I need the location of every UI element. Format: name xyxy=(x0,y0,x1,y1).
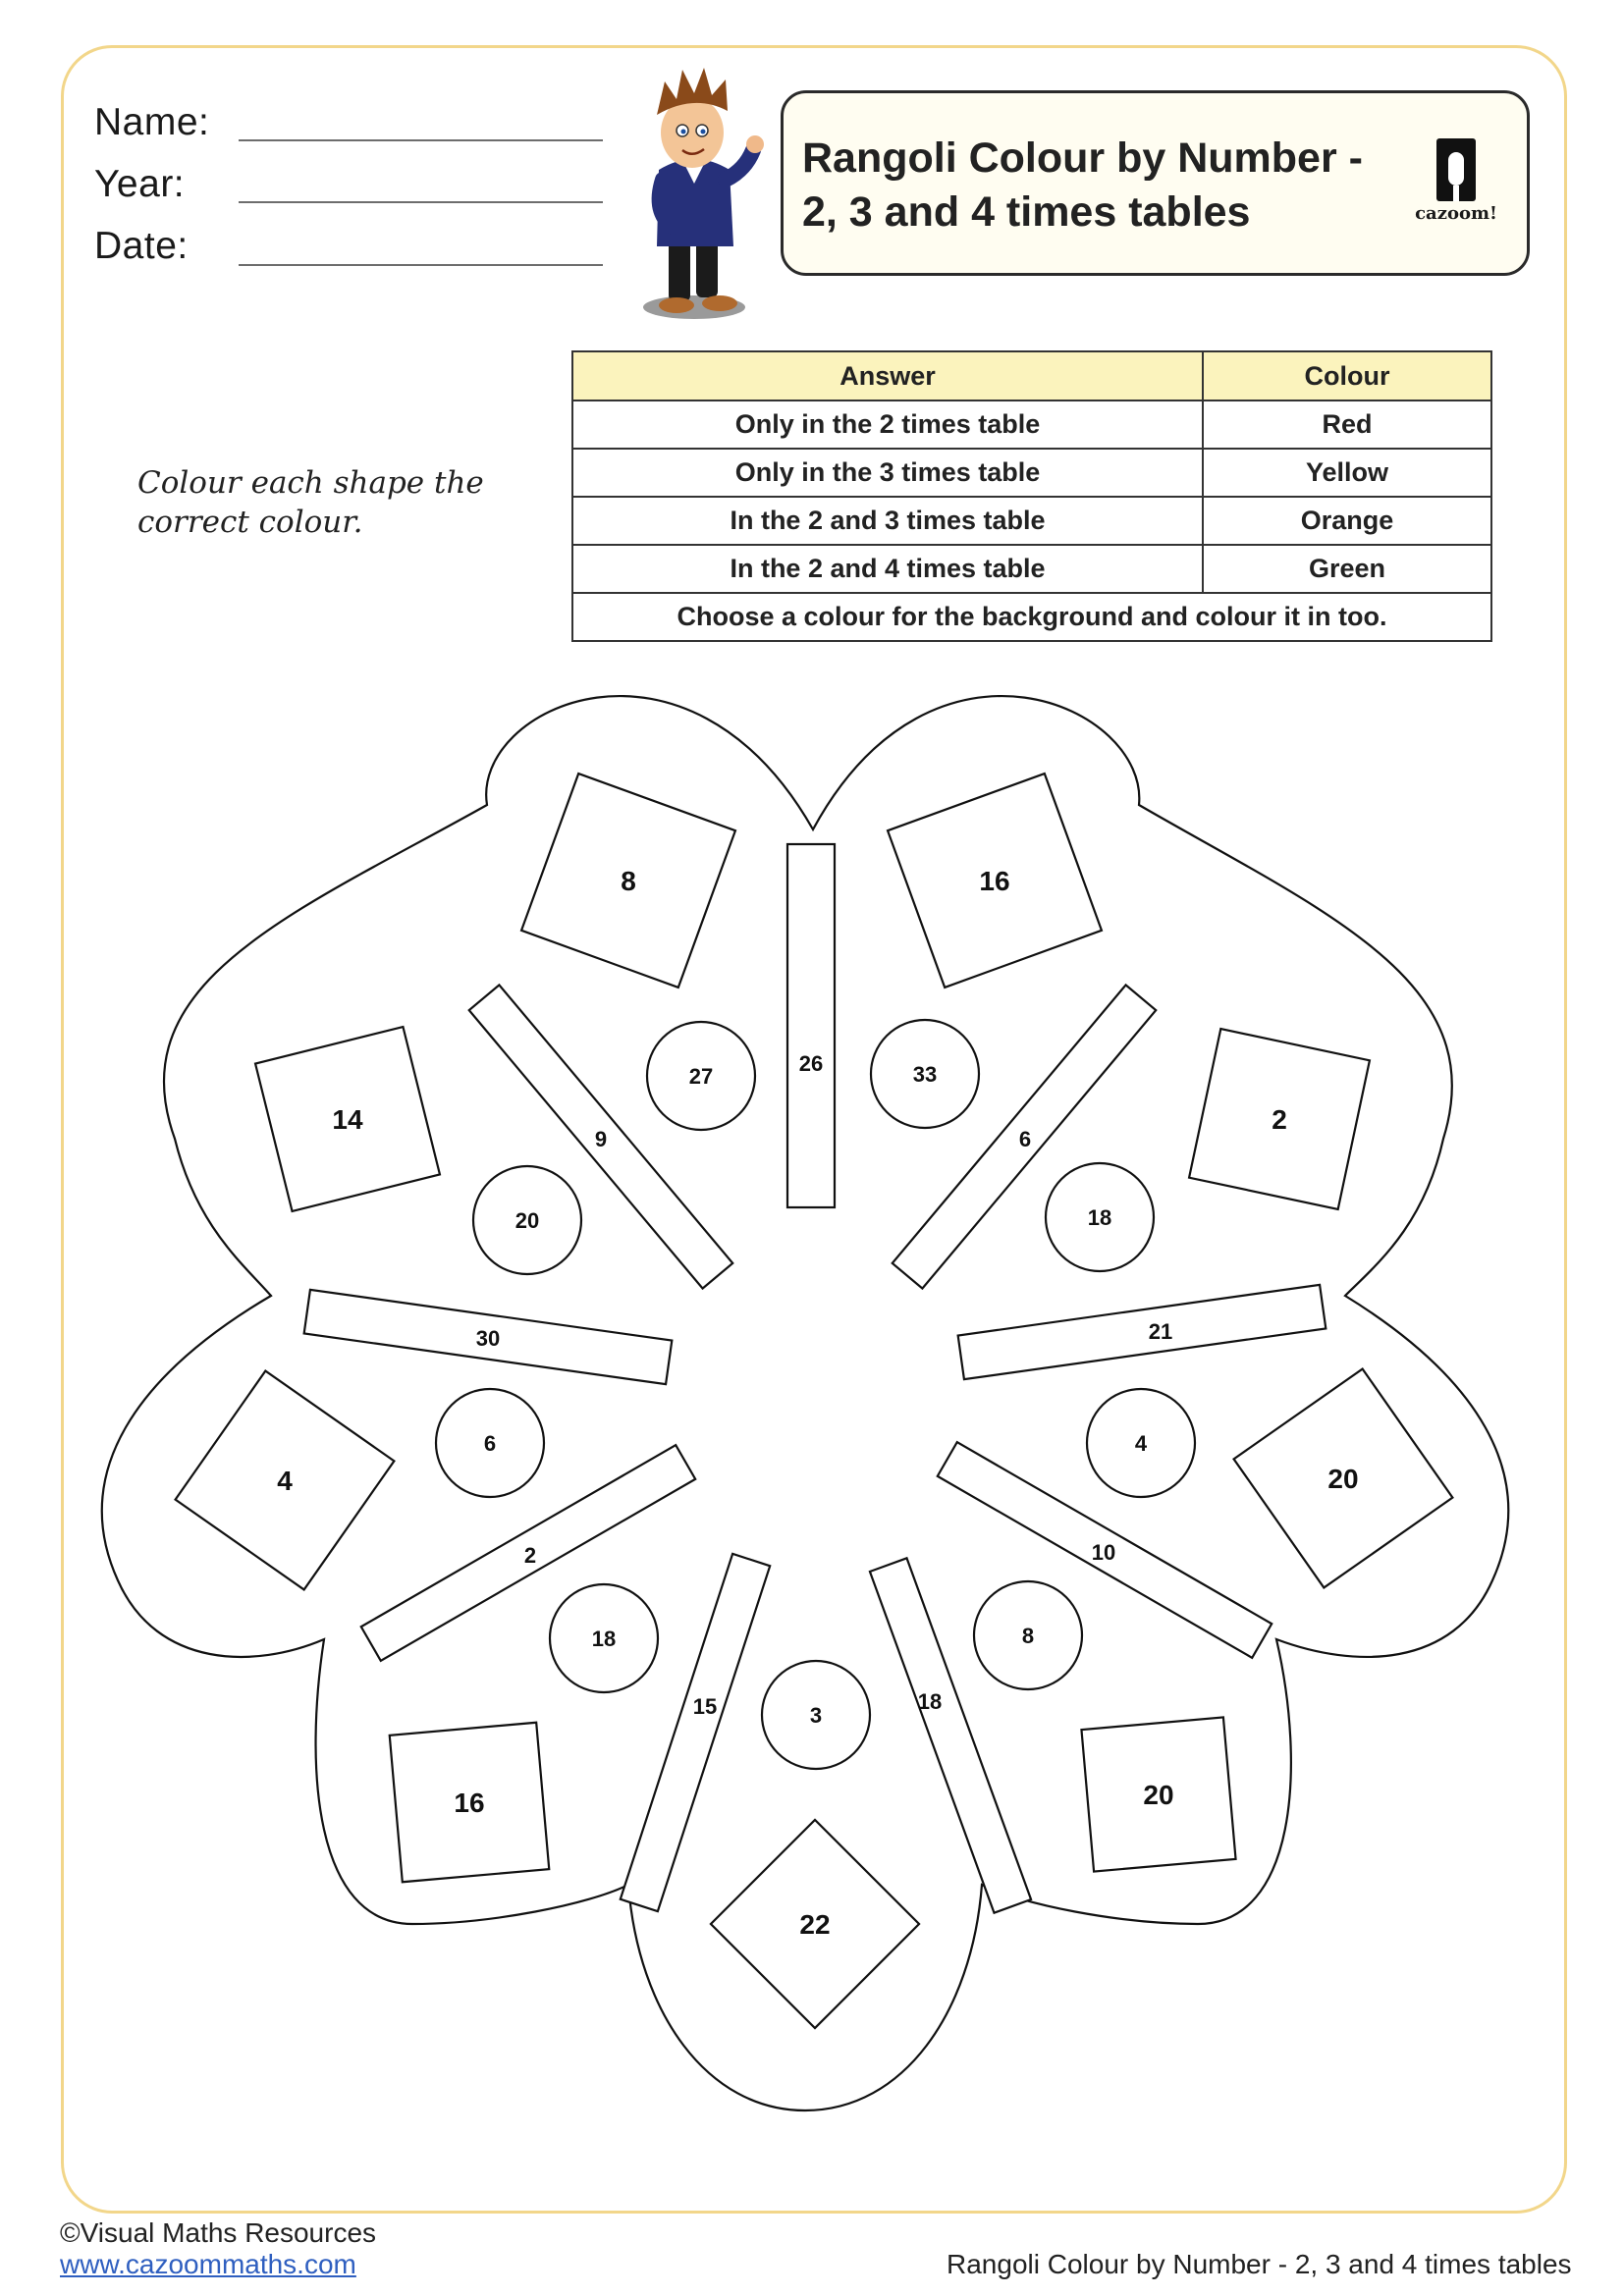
circle-number: 3 xyxy=(809,1703,823,1728)
square-number: 20 xyxy=(1143,1780,1174,1810)
colour-cell: Green xyxy=(1203,545,1491,593)
instruction-text: Colour each shape the correct colour. xyxy=(137,465,484,540)
colour-cell: Orange xyxy=(1203,497,1491,545)
bar-number: 30 xyxy=(475,1326,501,1351)
circle-number: 4 xyxy=(1134,1431,1148,1456)
colour-column-header: Colour xyxy=(1203,351,1491,400)
circle-number: 20 xyxy=(514,1208,540,1233)
background-note-cell: Choose a colour for the background and colour it in too. xyxy=(572,593,1491,641)
bar-shape[interactable] xyxy=(787,844,835,1207)
answer-column-header: Answer xyxy=(572,351,1203,400)
colour-cell: Red xyxy=(1203,400,1491,449)
square-number: 14 xyxy=(332,1104,363,1135)
colour-cell: Yellow xyxy=(1203,449,1491,497)
bar-number: 15 xyxy=(692,1694,718,1719)
footer-worksheet-title: Rangoli Colour by Number - 2, 3 and 4 times tables xyxy=(947,2249,1572,2279)
circle-number: 27 xyxy=(688,1064,714,1089)
bar-number: 10 xyxy=(1091,1540,1116,1565)
bar-number: 21 xyxy=(1148,1319,1173,1344)
answer-cell: Only in the 2 times table xyxy=(572,400,1203,449)
circle-number: 33 xyxy=(912,1062,938,1087)
title-line-1: Rangoli Colour by Number - xyxy=(802,134,1363,182)
bar-number: 18 xyxy=(917,1689,943,1714)
square-number: 16 xyxy=(454,1788,485,1818)
website-link[interactable]: www.cazoommaths.com xyxy=(60,2249,356,2279)
square-number: 22 xyxy=(799,1909,831,1940)
bar-number: 26 xyxy=(798,1051,824,1076)
logo-text: cazoom! xyxy=(1415,203,1497,224)
circle-number: 18 xyxy=(1087,1205,1112,1230)
answer-cell: In the 2 and 4 times table xyxy=(572,545,1203,593)
circle-number: 8 xyxy=(1021,1624,1035,1648)
answer-cell: Only in the 3 times table xyxy=(572,449,1203,497)
title-line-2: 2, 3 and 4 times tables xyxy=(802,188,1251,236)
square-number: 4 xyxy=(277,1466,293,1496)
square-number: 16 xyxy=(979,866,1010,896)
bar-number: 6 xyxy=(1018,1127,1032,1151)
copyright-text: ©Visual Maths Resources xyxy=(60,2217,377,2248)
answer-cell: In the 2 and 3 times table xyxy=(572,497,1203,545)
year-label: Year: xyxy=(94,163,186,205)
bar-number: 2 xyxy=(523,1543,537,1568)
date-label: Date: xyxy=(94,225,189,267)
bar-number: 9 xyxy=(594,1127,608,1151)
circle-number: 18 xyxy=(591,1627,617,1651)
name-label: Name: xyxy=(94,101,210,143)
square-number: 20 xyxy=(1327,1464,1359,1494)
circle-number: 6 xyxy=(483,1431,497,1456)
square-number: 2 xyxy=(1272,1104,1287,1135)
square-number: 8 xyxy=(621,866,636,896)
